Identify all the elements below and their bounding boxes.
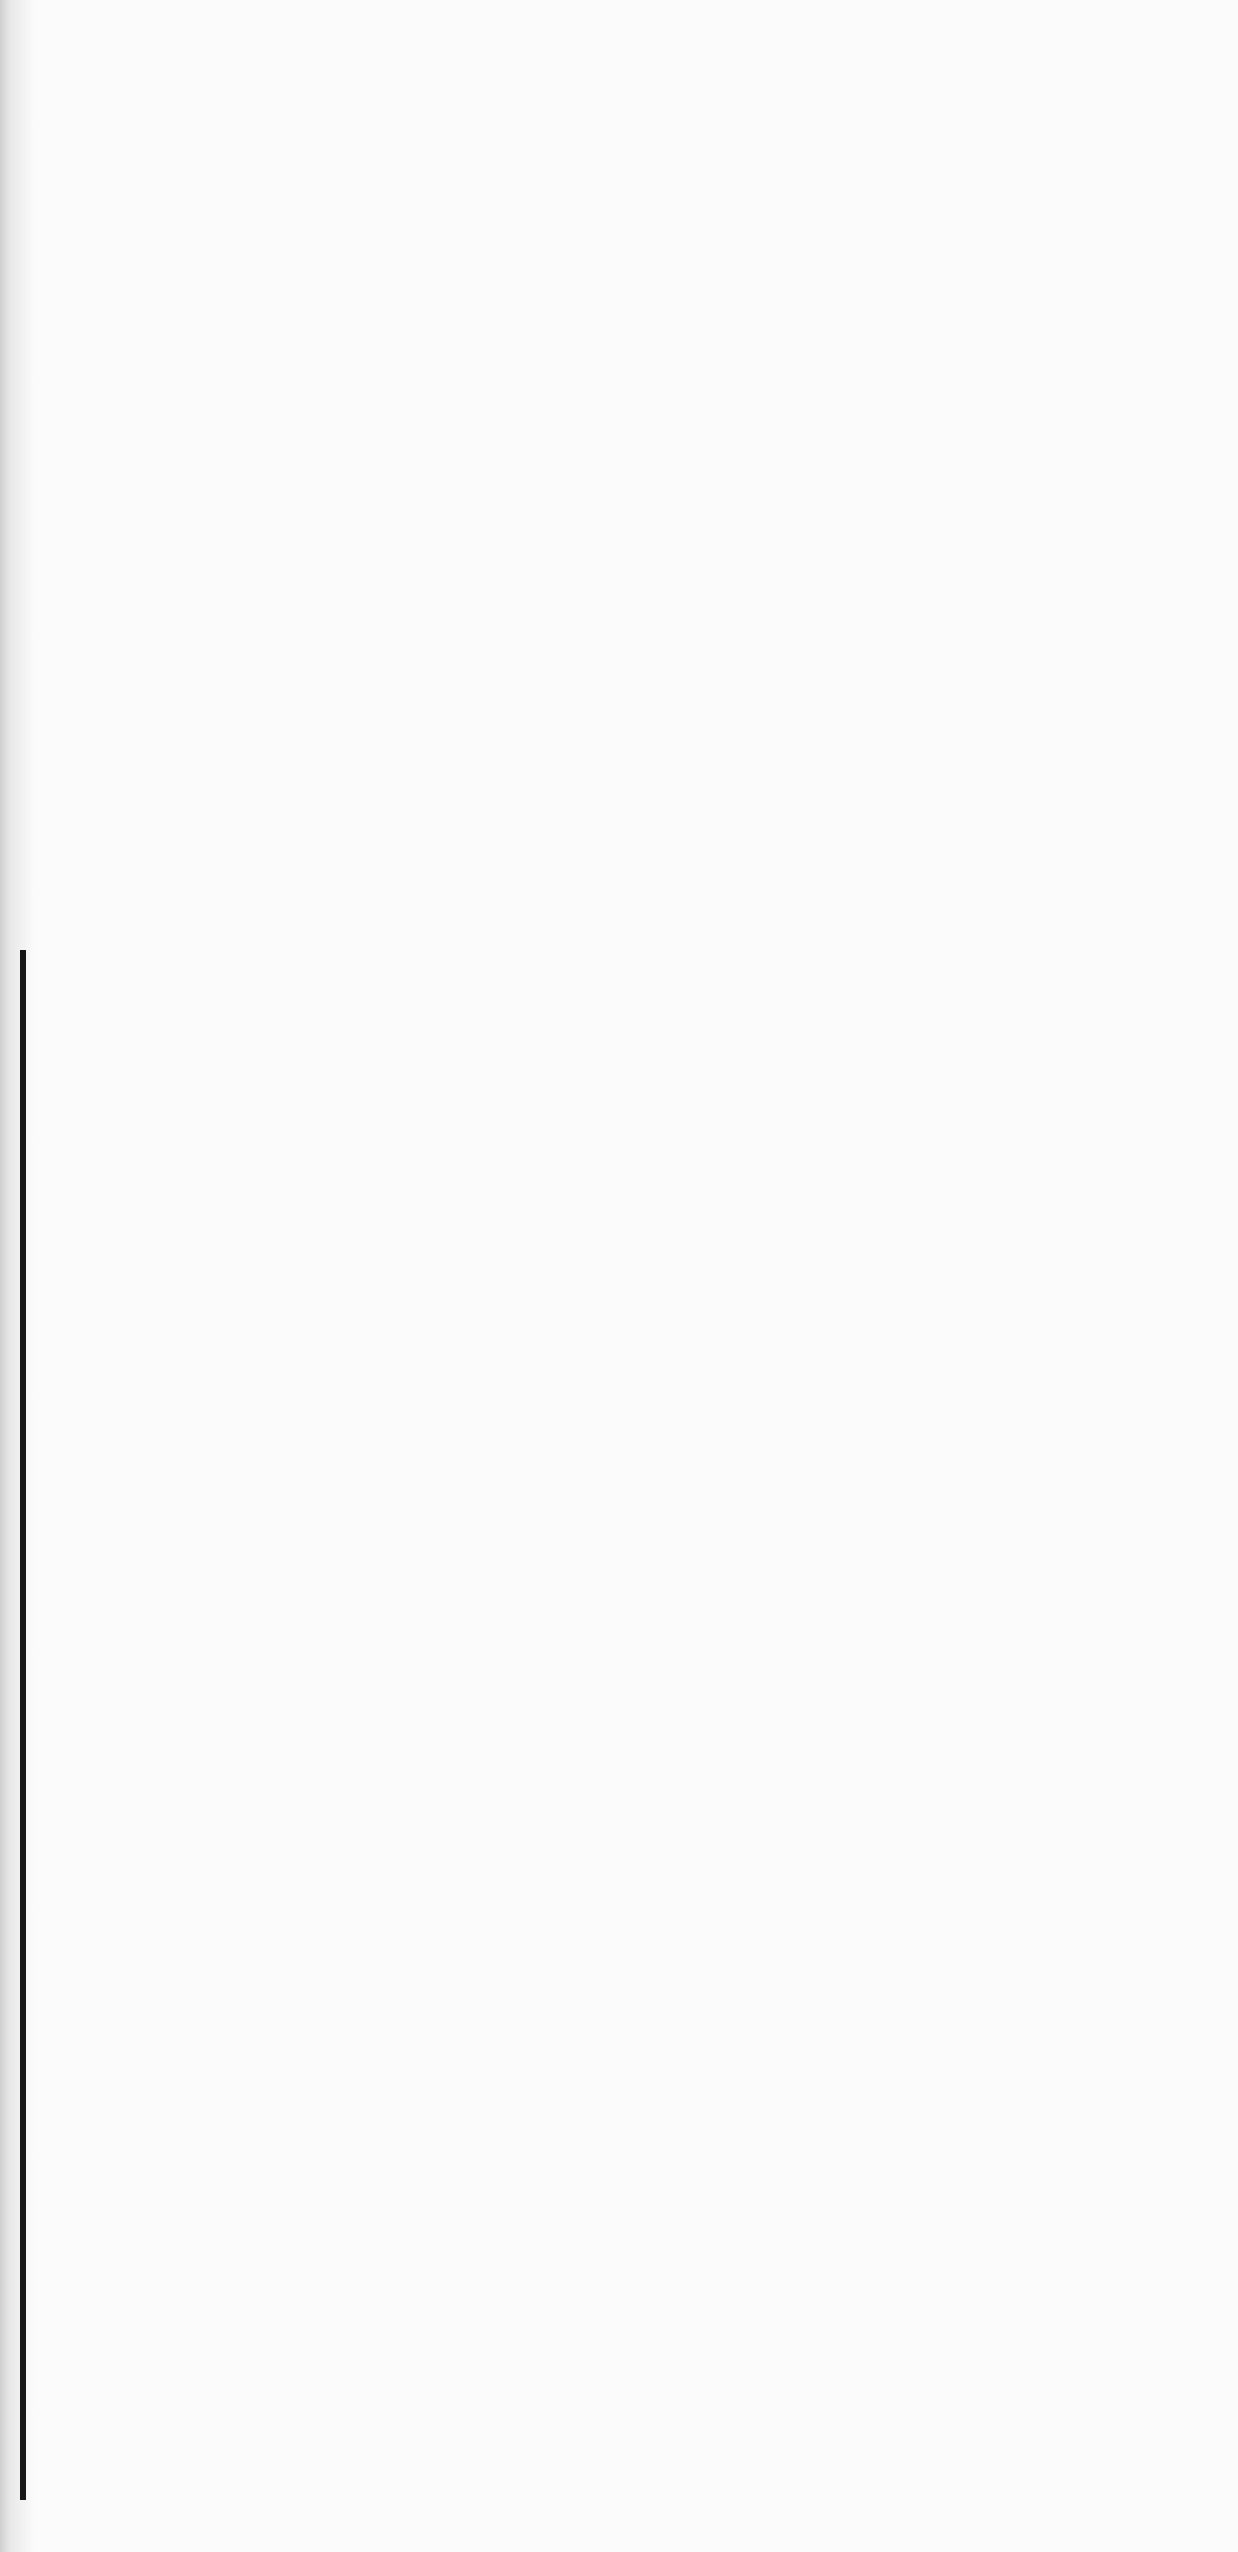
answer-line-section-9 bbox=[140, 970, 1180, 1021]
answer-line-73 bbox=[140, 139, 1180, 190]
answer-line-75-cont bbox=[140, 292, 1180, 343]
answer-line-74 bbox=[140, 817, 1180, 868]
answer-line-69-72 bbox=[140, 88, 1180, 139]
page-edge-shadow bbox=[20, 950, 26, 2500]
essay-paragraph-1 bbox=[140, 496, 1180, 547]
answer-line-section-10 bbox=[140, 1021, 1180, 1072]
page-footer bbox=[735, 2383, 745, 2423]
answer-line-70-72 bbox=[140, 715, 1180, 766]
answer-page bbox=[140, 88, 1180, 1174]
greeting-text bbox=[140, 1083, 202, 1112]
book-spine-shadow bbox=[0, 0, 34, 2552]
answer-line-75 bbox=[140, 241, 1180, 292]
answer-line-73 bbox=[140, 766, 1180, 817]
letter-greeting bbox=[140, 1072, 1180, 1123]
answer-line-75-cont bbox=[140, 919, 1180, 970]
answer-line-section-9 bbox=[140, 343, 1180, 394]
essay-title bbox=[140, 445, 1180, 496]
essay-paragraph-3 bbox=[140, 598, 1180, 649]
module-title bbox=[140, 653, 1180, 713]
essay-paragraph-2 bbox=[140, 547, 1180, 598]
answer-line-74 bbox=[140, 190, 1180, 241]
answer-line-section-10 bbox=[140, 394, 1180, 445]
answer-line-75 bbox=[140, 868, 1180, 919]
letter-paragraph bbox=[140, 1123, 1180, 1174]
